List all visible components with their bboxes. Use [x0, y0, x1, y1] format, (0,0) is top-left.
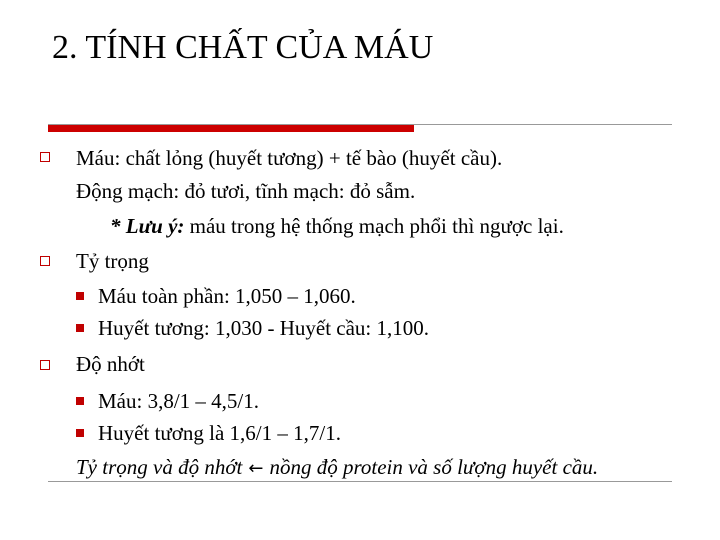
filled-square-bullet-icon [76, 429, 84, 437]
sub-item [76, 387, 259, 415]
hollow-square-bullet-icon [40, 256, 50, 266]
note-line [110, 212, 564, 240]
sub-item-text: Huyết tương: 1,030 - Huyết cầu: 1,100. [98, 316, 430, 340]
sub-item-text: Huyết tương là 1,6/1 – 1,7/1. [98, 421, 341, 445]
bullet-text-composition: Máu: chất lỏng (huyết tương) + tế bào (huyết cầu). [76, 146, 503, 170]
filled-square-bullet-icon [76, 397, 84, 405]
sub-item-text: Máu toàn phần: 1,050 – 1,060. [98, 284, 356, 308]
heading-specific-gravity: Tỷ trọng [76, 249, 149, 273]
summary-left: Tỷ trọng và độ nhớt [76, 455, 243, 479]
bottom-rule [48, 481, 672, 482]
title-rule-red [48, 125, 414, 132]
left-arrow-icon: ← [248, 458, 264, 479]
summary-right: nồng độ protein và số lượng huyết cầu. [269, 455, 599, 479]
sub-item [76, 314, 429, 342]
filled-square-bullet-icon [76, 324, 84, 332]
note-label: * Lưu ý: [110, 214, 185, 238]
slide-title: 2. TÍNH CHẤT CỦA MÁU [52, 29, 434, 66]
sub-item [76, 282, 356, 310]
summary-line [76, 453, 598, 483]
hollow-square-bullet-icon [40, 360, 50, 370]
sub-item-text: Máu: 3,8/1 – 4,5/1. [98, 389, 259, 413]
bullet-text-color: Động mạch: đỏ tươi, tĩnh mạch: đỏ sẫm. [76, 179, 416, 203]
hollow-square-bullet-icon [40, 152, 50, 162]
note-text: máu trong hệ thống mạch phổi thì ngược lại. [184, 214, 564, 238]
filled-square-bullet-icon [76, 292, 84, 300]
sub-item [76, 419, 341, 447]
heading-viscosity: Độ nhớt [76, 352, 145, 376]
